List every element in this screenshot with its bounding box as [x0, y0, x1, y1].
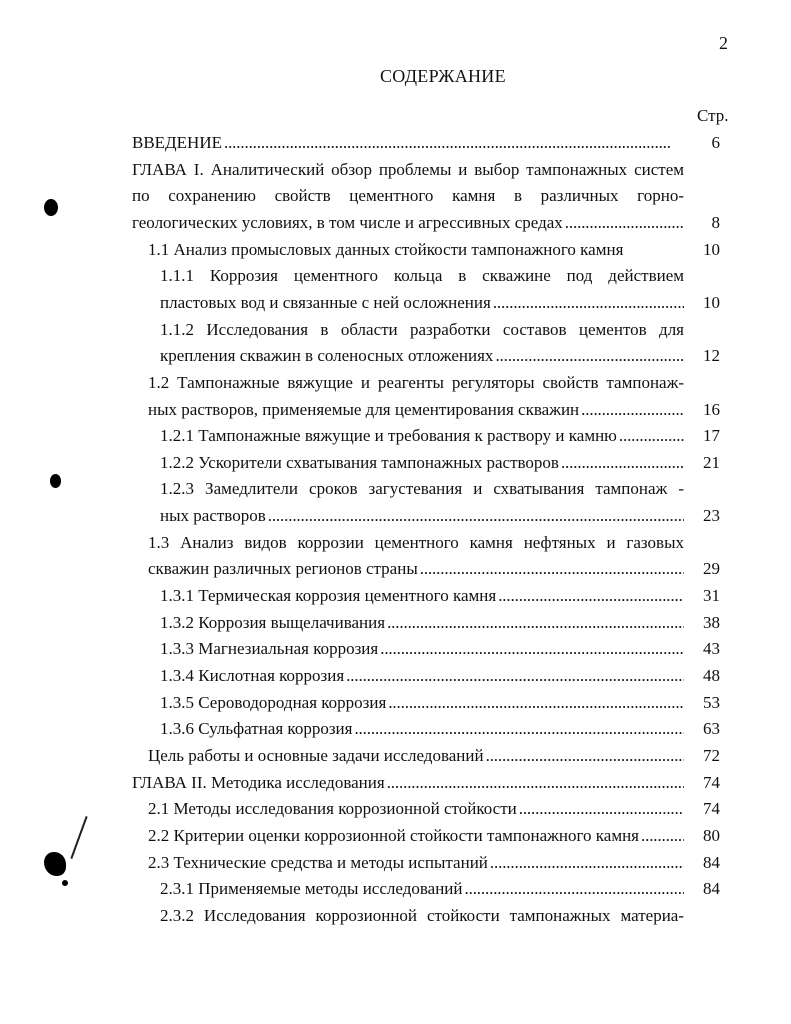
toc-line [148, 825, 684, 847]
toc-entry-text: скважин различных регионов страны [148, 559, 418, 579]
toc-line [160, 452, 684, 474]
toc-page-number: 48 [703, 666, 720, 685]
toc-entry-text: 1.1.2 Исследования в области разработки составов цементов для [160, 319, 684, 339]
toc-entry-text: 1.2 Тампонажные вяжущие и реагенты регуляторы свойств тампонаж- [148, 372, 684, 392]
toc-entry-text: 1.2.1 Тампонажные вяжущие и требования к раствору и камню [160, 426, 617, 446]
toc-line [160, 478, 684, 500]
dot-leader [387, 772, 684, 794]
toc-page-number: 80 [703, 825, 720, 845]
dot-leader [519, 798, 684, 820]
toc-line [160, 345, 684, 367]
toc-entry-text: пластовых вод и связанные с ней осложнения [160, 292, 491, 312]
toc-line [148, 239, 684, 261]
toc-line [160, 878, 684, 900]
toc-line [160, 319, 684, 341]
dot-leader [420, 558, 684, 580]
dot-leader [486, 745, 684, 767]
toc-line [132, 212, 684, 234]
toc-line [160, 292, 684, 314]
toc-line [132, 185, 684, 207]
toc-entry-text: 2.3 Технические средства и методы испытаний [148, 852, 488, 872]
toc-line [160, 612, 684, 634]
toc-line [148, 399, 684, 421]
toc-entry-text: ных растворов [160, 506, 266, 526]
toc-page-number: 29 [703, 559, 720, 579]
toc-line [160, 665, 684, 687]
toc-line [132, 132, 684, 154]
toc-page-number: 38 [703, 612, 720, 632]
dot-leader [495, 345, 684, 367]
dot-leader [565, 212, 684, 234]
toc-line [160, 505, 684, 527]
dot-leader [387, 612, 684, 634]
dot-leader [268, 505, 684, 527]
toc-entry-text: ных растворов, применяемые для цементирования скважин [148, 399, 580, 419]
toc-line [148, 745, 684, 767]
page-column-label: Стр. [697, 106, 729, 125]
toc-page-number: 10 [703, 239, 720, 259]
toc-page-number: 84 [703, 852, 720, 872]
toc-page-number: 31 [703, 586, 720, 606]
toc-entry-text: 2.1 Методы исследования коррозионной стойкости [148, 799, 517, 819]
toc-entry-text: 1.3.1 Термическая коррозия цементного камня [160, 586, 497, 606]
toc-entry-text: 1.3.3 Магнезиальная коррозия [160, 639, 379, 659]
toc-line [160, 585, 684, 607]
toc-line [160, 638, 684, 660]
toc-entry-text: 1.1.1 Коррозия цементного кольца в скважине под действием [160, 266, 684, 286]
dot-leader [561, 452, 684, 474]
toc-line [132, 159, 684, 181]
toc-line [148, 852, 684, 874]
toc-entry-text: крепления скважин в соленосных отложениях [160, 346, 494, 366]
toc-page-number: 23 [703, 506, 720, 526]
toc-page-number: 43 [703, 639, 720, 659]
toc-entry-text: 1.3.6 Сульфатная коррозия [160, 719, 353, 739]
toc-entry-text: 1.3 Анализ видов коррозии цементного камня нефтяных и газовых [148, 532, 684, 552]
toc-entry-text: ГЛАВА II. Методика исследования [132, 772, 385, 792]
dot-leader [619, 425, 684, 447]
dot-leader [346, 665, 684, 687]
dot-leader [641, 825, 684, 847]
toc-page-number: 72 [703, 745, 720, 765]
toc-line [148, 372, 684, 394]
toc-line [132, 772, 684, 794]
dot-leader [493, 292, 684, 314]
dot-leader [498, 585, 684, 607]
ink-blot [44, 199, 58, 216]
toc-page-number: 8 [711, 212, 720, 232]
toc-page-number: 12 [703, 346, 720, 366]
toc-line [160, 692, 684, 714]
dot-leader [380, 638, 684, 660]
ink-blot [44, 852, 66, 876]
toc-page-number: 84 [703, 879, 720, 899]
toc-entry-text: 1.1 Анализ промысловых данных стойкости тампонажного камня [148, 239, 624, 259]
toc-page-number: 21 [703, 452, 720, 472]
dot-leader [354, 718, 684, 740]
dot-leader [388, 692, 684, 714]
toc-entry-text: 2.3.1 Применяемые методы исследований [160, 879, 463, 899]
toc-line [148, 798, 684, 820]
dot-leader [465, 878, 685, 900]
toc-page-number: 6 [711, 133, 720, 152]
page-title: СОДЕРЖАНИЕ [380, 66, 506, 86]
dot-leader [490, 852, 684, 874]
toc-page-number: 17 [703, 426, 720, 446]
toc-line [160, 905, 684, 927]
dot-leader [224, 132, 684, 154]
toc-page-number: 16 [703, 399, 720, 419]
page-number: 2 [719, 33, 728, 53]
toc-line [160, 265, 684, 287]
toc-entry-text: по сохранению свойств цементного камня в различных горно- [132, 186, 684, 206]
toc-entry-text: 2.3.2 Исследования коррозионной стойкости тампонажных материа- [160, 905, 684, 925]
toc-entry-text: 1.2.3 Замедлители сроков загустевания и схватывания тампонаж - [160, 479, 684, 499]
toc-entry-text: ГЛАВА I. Аналитический обзор проблемы и выбор тампонажных систем [132, 159, 684, 179]
ink-stroke [70, 816, 87, 859]
toc-line [160, 425, 684, 447]
toc-entry-text: 2.2 Критерии оценки коррозионной стойкости тампонажного камня [148, 825, 639, 845]
ink-speck [62, 880, 68, 886]
toc-entry-text: 1.3.5 Сероводородная коррозия [160, 692, 387, 712]
toc-page-number: 74 [703, 799, 720, 819]
toc-line [160, 718, 684, 740]
toc-entry-text: ВВЕДЕНИЕ [132, 133, 222, 152]
toc-line [148, 532, 684, 554]
toc-entry-text: геологических условиях, в том числе и агрессивных средах [132, 212, 563, 232]
ink-blot [50, 474, 61, 488]
toc-entry-text: 1.2.2 Ускорители схватывания тампонажных растворов [160, 452, 559, 472]
toc-line [148, 558, 684, 580]
toc-entry-text: 1.3.4 Кислотная коррозия [160, 666, 345, 685]
toc-entry-text: Цель работы и основные задачи исследований [148, 745, 484, 765]
toc-entry-text: 1.3.2 Коррозия выщелачивания [160, 612, 386, 632]
toc-page-number: 53 [703, 692, 720, 712]
dot-leader [581, 399, 684, 421]
toc-page-number: 74 [703, 772, 720, 792]
toc-page-number: 63 [703, 719, 720, 739]
toc-page-number: 10 [703, 292, 720, 312]
